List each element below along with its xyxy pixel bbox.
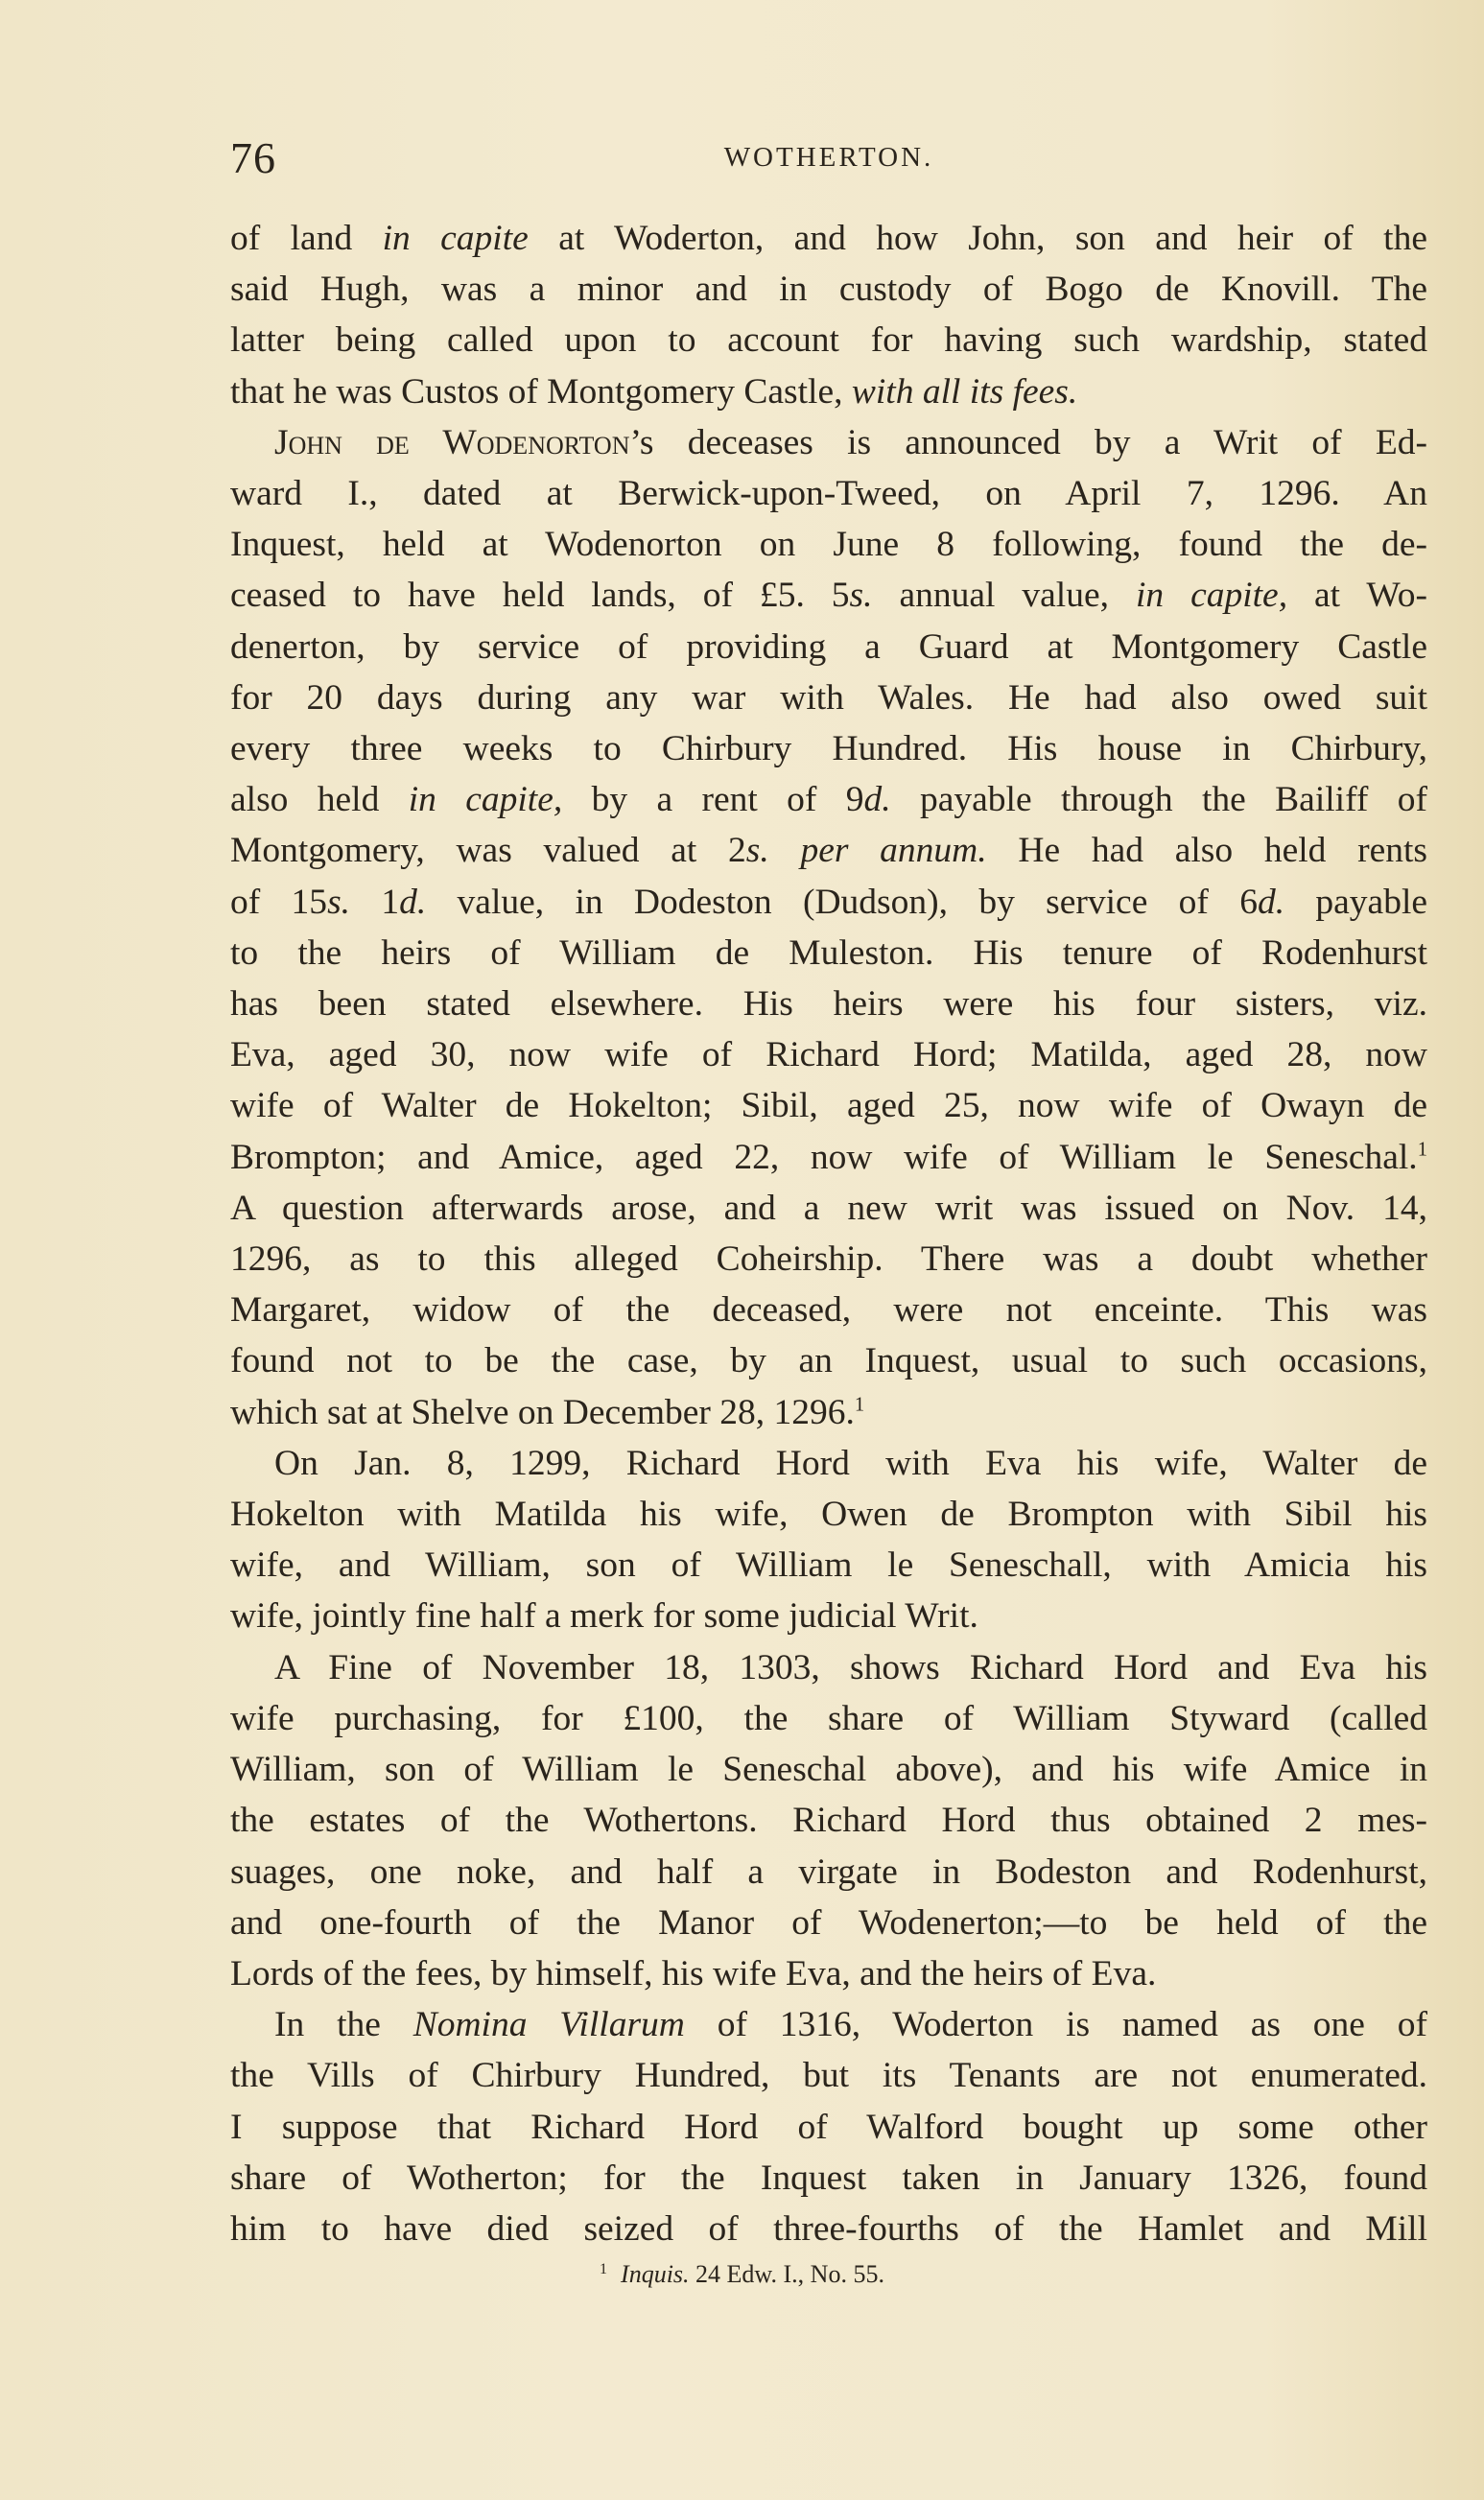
text-line: wife, and William, son of William le Seneschall, with Amicia his: [230, 1545, 1427, 1586]
text-line: Hokelton with Matilda his wife, Owen de Brompton with Sibil his: [230, 1495, 1427, 1535]
text-line: every three weeks to Chirbury Hundred. His house in Chirbury,: [230, 729, 1427, 769]
text-line: Brompton; and Amice, aged 22, now wife of William le Seneschal.$^1$: [230, 1137, 1427, 1177]
text-line: Eva, aged 30, now wife of Richard Hord; Matilda, aged 28, now: [230, 1035, 1427, 1075]
text-line: him to have died seized of three-fourths of the Hamlet and Mill: [230, 2208, 1427, 2249]
footnote-source: Inquis.: [621, 2260, 690, 2288]
footnote: [0, 2260, 1484, 2289]
text-line: also held in capite, by a rent of 9d. payable through the Bailiff of: [230, 780, 1427, 820]
footnote-ref: 1: [854, 1394, 865, 1416]
text-line: said Hugh, was a minor and in custody of Bogo de Knovill. The: [230, 270, 1427, 310]
text-line: denerton, by service of providing a Guard at Montgomery Castle: [230, 626, 1427, 667]
text-line: 1296, as to this alleged Coheirship. There was a doubt whether: [230, 1239, 1427, 1280]
person-name: John de Wodenorton: [274, 422, 630, 462]
text-line: In the Nomina Villarum of 1316, Woderton is named as one of: [274, 2005, 1427, 2045]
text-line: found not to be the case, by an Inquest, usual to such occasions,: [230, 1341, 1427, 1381]
footnote-ref-text: 24 Edw. I., No. 55.: [689, 2260, 884, 2288]
footnote-mark: 1: [600, 2261, 608, 2277]
text-line: of land in capite at Woderton, and how John, son and heir of the: [230, 219, 1427, 258]
page-number: 76: [230, 133, 276, 182]
text-line: Lords of the fees, by himself, his wife Eva, and the heirs of Eva.: [230, 1953, 1157, 1993]
text-line: John de Wodenorton’s deceases is announced by a Writ of Ed-: [274, 422, 1428, 462]
text-line: for 20 days during any war with Wales. He had also owed suit: [230, 677, 1427, 718]
text-line: Margaret, widow of the deceased, were not enceinte. This was: [230, 1290, 1427, 1331]
running-head: WOTHERTON.: [723, 142, 934, 173]
text-line: suages, one noke, and half a virgate in Bodeston and Rodenhurst,: [230, 1851, 1427, 1892]
text-line: to the heirs of William de Muleston. His tenure of Rodenhurst: [230, 932, 1427, 973]
text-line: ceased to have held lands, of £5. 5s. annual value, in capite, at Wo-: [230, 576, 1428, 616]
text-line: William, son of William le Seneschal above), and his wife Amice in: [230, 1750, 1427, 1790]
text-line: ward I., dated at Berwick-upon-Tweed, on April 7, 1296. An: [230, 474, 1427, 514]
footnote-ref: 1: [1417, 1139, 1427, 1161]
text-line: A question afterwards arose, and a new writ was issued on Nov. 14,: [230, 1188, 1427, 1228]
text-line: On Jan. 8, 1299, Richard Hord with Eva his wife, Walter de: [274, 1443, 1427, 1483]
text-line: A Fine of November 18, 1303, shows Richard Hord and Eva his: [274, 1647, 1427, 1687]
text-line: and one-fourth of the Manor of Wodenerton;—to be held of the: [230, 1902, 1427, 1943]
text-line: share of Wotherton; for the Inquest taken in January 1326, found: [230, 2158, 1427, 2198]
text-line: of 15s. 1d. value, in Dodeston (Dudson), by service of 6d. payable: [230, 882, 1428, 922]
text-line: has been stated elsewhere. His heirs were his four sisters, viz.: [230, 984, 1427, 1025]
text-line: Montgomery, was valued at 2s. per annum. He had also held rents: [230, 831, 1428, 871]
text-line: wife purchasing, for £100, the share of William Styward (called: [230, 1698, 1427, 1738]
text-line: wife of Walter de Hokelton; Sibil, aged 25, now wife of Owayn de: [230, 1086, 1427, 1126]
text-line: Inquest, held at Wodenorton on June 8 following, found the de-: [230, 525, 1427, 565]
text-line: that he was Custos of Montgomery Castle, with all its fees.: [230, 371, 1078, 412]
body-text: [230, 213, 1427, 2254]
text-line: latter being called upon to account for having such wardship, stated: [230, 320, 1427, 361]
text-line: wife, jointly fine half a merk for some judicial Writ.: [230, 1596, 978, 1637]
page-header: [230, 132, 1427, 190]
text-line: I suppose that Richard Hord of Walford bought up some other: [230, 2107, 1427, 2147]
text-line: the estates of the Wothertons. Richard Hord thus obtained 2 mes-: [230, 1801, 1427, 1841]
text-line: the Vills of Chirbury Hundred, but its Tenants are not enumerated.: [230, 2056, 1427, 2096]
text-line: which sat at Shelve on December 28, 1296.$^1$: [230, 1392, 865, 1432]
